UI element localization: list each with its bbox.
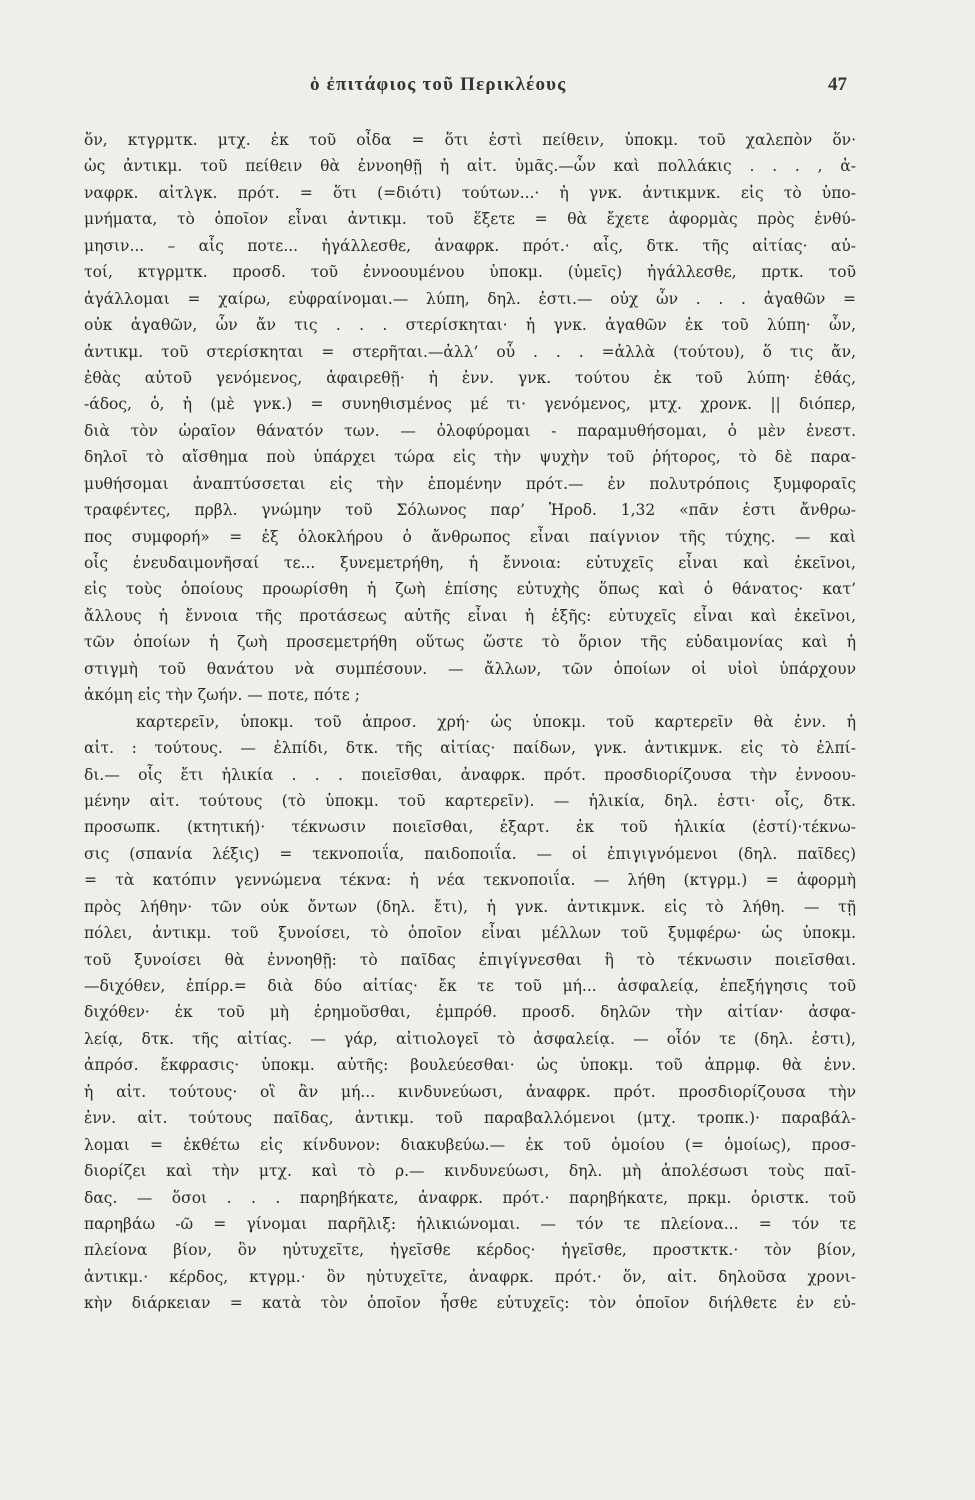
text-line: μησιν... – αἷς ποτε... ἠγάλλεσθε, ἀναφρκ. πρότ.· αἷς, δτκ. τῆς αἰτίας· αὐ- (84, 236, 856, 255)
text-line: οἷς ἐνευδαιμονῆσαί τε... ξυνεμετρήθη, ἡ ἔννοια: εὐτυχεῖς εἶναι καὶ ἐκεῖνοι, (84, 554, 856, 572)
text-line: ἀγάλλομαι = χαίρω, εὐφραίνομαι.— λύπη, δηλ. ἐστι.— οὐχ ὧν . . . ἀγαθῶν = (84, 289, 856, 308)
text-line: πλείονα βίον, ὃν ηὐτυχεῖτε, ἡγεῖσθε κέρδος· ἡγεῖσθε, προστκτκ.· τὸν βίον, (84, 1241, 856, 1260)
text-line: καρτερεῖν, ὑποκμ. τοῦ ἀπροσ. χρή· ὡς ὑποκμ. τοῦ καρτερεῖν θὰ ἐνν. ἡ (136, 712, 856, 731)
text-line: δι.— οἷς ἔτι ἡλικία . . . ποιεῖσθαι, ἀναφρκ. πρότ. προσδιορίζουσα τὴν ἐννοου- (84, 765, 856, 784)
text-line: δηλοῖ τὸ αἴσθημα ποὺ ὑπάρχει τώρα εἰς τὴν ψυχὴν τοῦ ῥήτορος, τὸ δὲ παρα- (84, 448, 856, 467)
text-line: τοί, κτγρμτκ. προσδ. τοῦ ἐννοουμένου ὑποκμ. (ὑμεῖς) ἠγάλλεσθε, πρτκ. τοῦ (84, 263, 856, 282)
commentary-text (84, 127, 856, 1317)
text-line: αἰτ. : τούτους. — ἐλπίδι, δτκ. τῆς αἰτίας· παίδων, γνκ. ἀντικμνκ. εἰς τὸ ἐλπί- (84, 739, 856, 758)
text-line: λείᾳ, δτκ. τῆς αἰτίας. — γάρ, αἰτιολογεῖ τὸ ἀσφαλείᾳ. — οἷόν τε (δηλ. ἐστι), (84, 1029, 856, 1048)
text-line: διχόθεν· ἐκ τοῦ μὴ ἐρημοῦσθαι, ἐμπρόθ. προσδ. δηλῶν τὴν αἰτίαν· ἀσφα- (84, 1003, 856, 1022)
text-line: εἰς τοὺς ὁποίους προωρίσθη ἡ ζωὴ ἐπίσης εὐτυχὴς ὅπως καὶ ὁ θάνατος· κατ’ (84, 580, 856, 599)
text-line: πρὸς λήθην· τῶν οὐκ ὄντων (δηλ. ἔτι), ἡ γνκ. ἀντικμνκ. εἰς τὸ λήθη. — τῇ (84, 897, 856, 916)
text-line: στιγμὴ τοῦ θανάτου νὰ συμπέσουν. — ἄλλων, τῶν ὁποίων οἱ υἱοὶ ὑπάρχουν (84, 659, 856, 678)
text-line: σις (σπανία λέξις) = τεκνοποιΐα, παιδοποιΐα. — οἱ ἐπιγιγνόμενοι (δηλ. παῖδες) (84, 844, 856, 863)
text-line: δας. — ὅσοι . . . παρηβήκατε, ἀναφρκ. πρότ.· παρηβήκατε, πρκμ. ὁριστκ. τοῦ (84, 1188, 856, 1207)
text-line: ναφρκ. αἰτλγκ. πρότ. = ὅτι (=διότι) τούτων...· ἡ γνκ. ἀντικμνκ. εἰς τὸ ὑπο- (84, 183, 856, 202)
text-line: οὐκ ἀγαθῶν, ὧν ἄν τις . . . στερίσκηται· ἡ γνκ. ἀγαθῶν ἐκ τοῦ λύπη· ὧν, (84, 316, 856, 335)
text-line: -άδος, ὁ, ἡ (μὲ γνκ.) = συνηθισμένος μέ τι· γενόμενος, μτχ. χρονκ. || διόπερ, (84, 395, 856, 414)
text-line: διὰ τὸν ὡραῖον θάνατόν των. — ὀλοφύρομαι - παραμυθήσομαι, ὁ μὲν ἐνεστ. (84, 421, 856, 440)
text-line: προσωπκ. (κτητική)· τέκνωσιν ποιεῖσθαι, ἐξαρτ. ἐκ τοῦ ἡλικία (ἐστί)·τέκνω- (84, 818, 856, 837)
text-line: παρηβάω -ῶ = γίνομαι παρῆλιξ: ἡλικιώνομαι. — τόν τε πλείονα... = τόν τε (84, 1214, 856, 1233)
text-line: κὴν διάρκειαν = κατὰ τὸν ὁποῖον ἦσθε εὐτυχεῖς: τὸν ὁποῖον διήλθετε ἐν εὐ- (84, 1294, 856, 1313)
text-line: μνήματα, τὸ ὁποῖον εἶναι ἀντικμ. τοῦ ἕξετε = θὰ ἔχετε ἀφορμὰς πρὸς ἐνθύ- (84, 210, 856, 229)
text-line: ὅν, κτγρμτκ. μτχ. ἐκ τοῦ οἶδα = ὅτι ἐστὶ πείθειν, ὑποκμ. τοῦ χαλεπὸν ὅν· (84, 131, 856, 149)
page-number: 47 (828, 74, 847, 95)
text-line: διορίζει καὶ τὴν μτχ. καὶ τὸ ρ.— κινδυνεύωσι, δηλ. μὴ ἀπολέσωσι τοὺς παῖ- (84, 1162, 856, 1181)
text-line: τῶν ὁποίων ἡ ζωὴ προσεμετρήθη οὕτως ὥστε τὸ ὅριον τῆς εὐδαιμονίας καὶ ἡ (84, 633, 856, 652)
text-line: λομαι = ἐκθέτω εἰς κίνδυνον: διακυβεύω.— ἐκ τοῦ ὁμοίου (= ὁμοίως), προσ- (84, 1135, 856, 1154)
text-line: ἀντικμ.· κέρδος, κτγρμ.· ὃν ηὐτυχεῖτε, ἀναφρκ. πρότ.· ὅν, αἰτ. δηλοῦσα χρονι- (84, 1267, 856, 1286)
text-line: —διχόθεν, ἐπίρρ.= διὰ δύο αἰτίας· ἔκ τε τοῦ μή... ἀσφαλείᾳ, ἐπεξήγησις τοῦ (84, 977, 856, 995)
text-line: ἀπρόσ. ἔκφρασις· ὑποκμ. αὐτῆς: βουλεύεσθαι· ὡς ὑποκμ. τοῦ ἀπρμφ. θὰ ἐνν. (84, 1056, 856, 1075)
text-line: ἀκόμη εἰς τὴν ζωήν. — ποτε, πότε ; (84, 686, 360, 705)
text-line: τραφέντες, πρβλ. γνώμην τοῦ Σόλωνος παρ’ Ἡροδ. 1,32 «πᾶν ἐστι ἄνθρω- (84, 501, 856, 520)
text-line: πος συμφορή» = ἐξ ὁλοκλήρου ὁ ἄνθρωπος εἶναι παίγνιον τῆς τύχης. — καὶ (84, 527, 856, 546)
running-title: ὁ ἐπιτάφιος τοῦ Περικλέους (310, 74, 567, 95)
text-line: ἀντικμ. τοῦ στερίσκηται = στερῆται.—ἀλλ’ οὗ . . . =ἀλλὰ (τούτου), ὅ τις ἄν, (84, 342, 856, 361)
text-line: ἄλλους ἡ ἔννοια τῆς προτάσεως αὐτῆς εἶναι ἡ ἑξῆς: εὐτυχεῖς εἶναι καὶ ἐκεῖνοι, (84, 606, 856, 625)
page-header (0, 74, 975, 104)
text-line: ἡ αἰτ. τούτους· οἳ ἂν μή... κινδυνεύωσι, ἀναφρκ. πρότ. προσδιορίζουσα τὴν (84, 1082, 856, 1101)
text-line: τοῦ ξυνοίσει θὰ ἐννοηθῇ: τὸ παῖδας ἐπιγίγνεσθαι ἢ τὸ τέκνωσιν ποιεῖσθαι. (84, 950, 856, 969)
text-line: πόλει, ἀντικμ. τοῦ ξυνοίσει, τὸ ὁποῖον εἶναι μέλλων τοῦ ξυμφέρω· ὡς ὑποκμ. (84, 924, 856, 943)
text-line: μένην αἰτ. τούτους (τὸ ὑποκμ. τοῦ καρτερεῖν). — ἡλικία, δηλ. ἐστι· οἷς, δτκ. (84, 791, 856, 810)
text-line: = τὰ κατόπιν γεννώμενα τέκνα: ἡ νέα τεκνοποιΐα. — λήθη (κτγρμ.) = ἀφορμὴ (84, 871, 856, 890)
text-line: ὡς ἀντικμ. τοῦ πείθειν θὰ ἐννοηθῇ ἡ αἰτ. ὑμᾶς.—ὧν καὶ πολλάκις . . . , ἀ- (84, 157, 856, 176)
text-line: ἐθὰς αὐτοῦ γενόμενος, ἀφαιρεθῇ· ἡ ἐνν. γνκ. τούτου ἐκ τοῦ λύπη· ἐθάς, (84, 368, 856, 387)
text-line: ἐνν. αἰτ. τούτους παῖδας, ἀντικμ. τοῦ παραβαλλόμενοι (μτχ. τροπκ.)· παραβάλ- (84, 1109, 856, 1128)
text-line: μυθήσομαι ἀναπτύσσεται εἰς τὴν ἑπομένην πρότ.— ἐν πολυτρόποις ξυμφοραῖς (84, 474, 856, 493)
